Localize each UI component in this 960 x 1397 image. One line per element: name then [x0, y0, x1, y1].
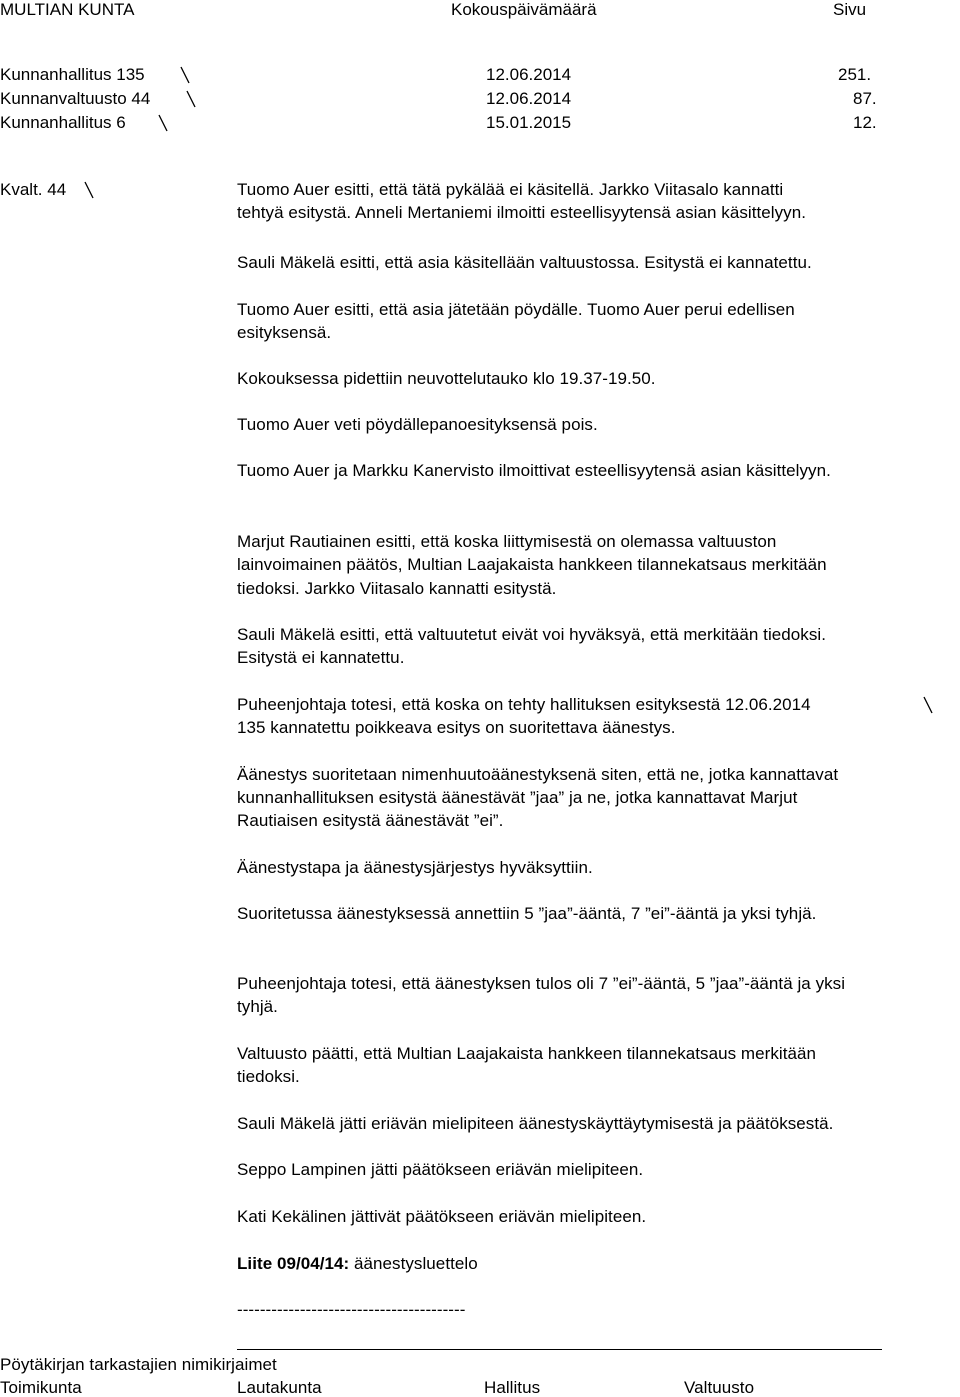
paragraph-line: Marjut Rautiainen esitti, että koska liittymisestä on olemassa valtuuston — [237, 532, 777, 551]
meeting-date-label: Kokouspäivämäärä — [451, 0, 597, 19]
footer-rule — [237, 1349, 882, 1350]
section-mark-icon — [84, 181, 94, 199]
municipality-name: MULTIAN KUNTA — [0, 0, 135, 19]
attachment-text: äänestysluettelo — [349, 1254, 478, 1273]
paragraph-line: Rautiaisen esitystä äänestävät ”ei”. — [237, 811, 504, 830]
paragraph-line: Äänestys suoritetaan nimenhuutoäänestyksenä siten, että ne, jotka kannattavat — [237, 765, 839, 784]
footer-column: Hallitus — [484, 1378, 541, 1397]
paragraph-line: tehtyä esitystä. Anneli Mertaniemi ilmoitti esteellisyytensä asian käsittelyyn. — [237, 203, 806, 222]
paragraph-line: tyhjä. — [237, 997, 278, 1016]
paragraph-line: Seppo Lampinen jätti päätökseen eriävän mielipiteen. — [237, 1160, 644, 1179]
footer-title: Pöytäkirjan tarkastajien nimikirjaimet — [0, 1355, 277, 1374]
paragraph-line: Puheenjohtaja totesi, että koska on tehty hallituksen esityksestä 12.06.2014 — [237, 695, 811, 714]
separator-line: ---------------------------------------- — [237, 1300, 466, 1319]
paragraph-line: Esitystä ei kannatettu. — [237, 648, 405, 667]
attachment-label: Liite 09/04/14: — [237, 1254, 350, 1273]
reference-page: 87. — [853, 89, 877, 108]
reference-page: 12. — [853, 113, 877, 132]
footer-column: Lautakunta — [237, 1378, 322, 1397]
paragraph-line: Suoritetussa äänestyksessä annettiin 5 ”jaa”-ääntä, 7 ”ei”-ääntä ja yksi tyhjä. — [237, 904, 817, 923]
paragraph-line: Tuomo Auer veti pöydällepanoesityksensä pois. — [237, 415, 598, 434]
paragraph-line: Sauli Mäkelä esitti, että valtuutetut eivät voi hyväksyä, että merkitään tiedoksi. — [237, 625, 826, 644]
paragraph-line: Valtuusto päätti, että Multian Laajakaista hankkeen tilannekatsaus merkitään — [237, 1044, 817, 1063]
section-mark-icon — [180, 66, 190, 84]
paragraph-line: lainvoimainen päätös, Multian Laajakaista hankkeen tilannekatsaus merkitään — [237, 555, 827, 574]
paragraph-line: Sauli Mäkelä esitti, että asia käsitellään valtuustossa. Esitystä ei kannatettu. — [237, 253, 812, 272]
section-label: Kvalt. 44 — [0, 180, 67, 199]
paragraph-line: Kokouksessa pidettiin neuvottelutauko klo 19.37-19.50. — [237, 369, 656, 388]
reference-date: 12.06.2014 — [486, 65, 572, 84]
paragraph-line: tiedoksi. — [237, 1067, 300, 1086]
paragraph-line: Puheenjohtaja totesi, että äänestyksen tulos oli 7 ”ei”-ääntä, 5 ”jaa”-ääntä ja yksi — [237, 974, 846, 993]
page-label: Sivu — [833, 0, 867, 19]
paragraph-line: Sauli Mäkelä jätti eriävän mielipiteen äänestyskäyttäytymisestä ja päätöksestä. — [237, 1114, 834, 1133]
footer-column: Valtuusto — [684, 1378, 755, 1397]
footer-column: Toimikunta — [0, 1378, 82, 1397]
paragraph-line: Äänestystapa ja äänestysjärjestys hyväksyttiin. — [237, 858, 593, 877]
reference-body: Kunnanhallitus 135 — [0, 65, 145, 84]
paragraph-line: kunnanhallituksen esitystä äänestävät ”jaa” ja ne, jotka kannattavat Marjut — [237, 788, 798, 807]
section-mark-icon — [923, 696, 933, 714]
paragraph-line: 135 kannatettu poikkeava esitys on suoritettava äänestys. — [237, 718, 676, 737]
reference-date: 15.01.2015 — [486, 113, 572, 132]
reference-page: 251. — [838, 65, 872, 84]
paragraph-line: Tuomo Auer ja Markku Kanervisto ilmoittivat esteellisyytensä asian käsittelyyn. — [237, 461, 831, 480]
section-mark-icon — [158, 114, 168, 132]
reference-date: 12.06.2014 — [486, 89, 572, 108]
attachment-line — [237, 1255, 478, 1272]
reference-body: Kunnanhallitus 6 — [0, 113, 126, 132]
paragraph-line: Kati Kekälinen jättivät päätökseen eriävän mielipiteen. — [237, 1207, 647, 1226]
paragraph-line: esityksensä. — [237, 323, 332, 342]
section-mark-icon — [186, 90, 196, 108]
paragraph-line: Tuomo Auer esitti, että asia jätetään pöydälle. Tuomo Auer perui edellisen — [237, 300, 795, 319]
paragraph-line: Tuomo Auer esitti, että tätä pykälää ei käsitellä. Jarkko Viitasalo kannatti — [237, 180, 784, 199]
paragraph-line: tiedoksi. Jarkko Viitasalo kannatti esitystä. — [237, 579, 557, 598]
reference-body: Kunnanvaltuusto 44 — [0, 89, 151, 108]
